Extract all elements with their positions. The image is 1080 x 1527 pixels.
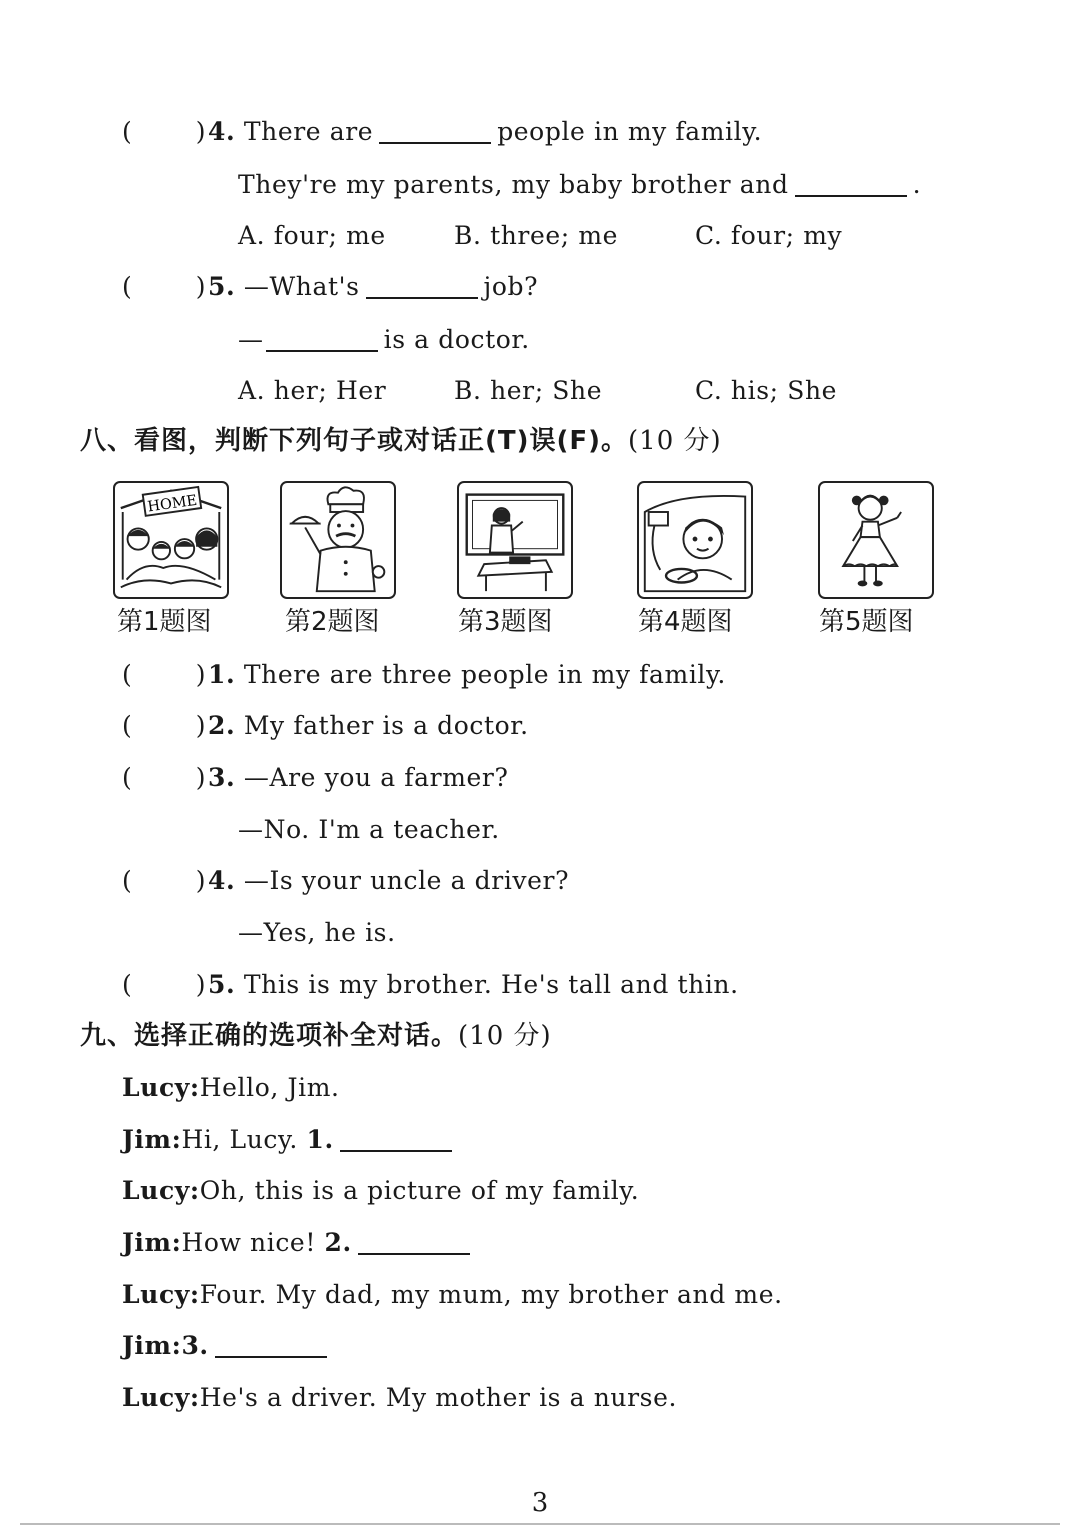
question-number: 4. — [208, 117, 236, 146]
answer-bracket[interactable]: ( ) — [122, 660, 206, 689]
answer-bracket[interactable]: ( ) — [122, 970, 206, 999]
question-8-5: 5. This is my brother. He's tall and thin. — [208, 970, 739, 999]
section-8-heading: 八、看图，判断下列句子或对话正(T)误(F)。(10 分) — [80, 426, 722, 456]
question-8-4: 4. —Is your uncle a driver? — [208, 866, 570, 895]
family-home-icon — [113, 481, 229, 599]
question-7-4-line2: They're my parents, my baby brother and . — [238, 170, 922, 199]
answer-blank[interactable] — [366, 273, 478, 299]
dialogue-line-3: Lucy:Oh, this is a picture of my family. — [122, 1176, 640, 1205]
svg-text:HOME: HOME — [146, 492, 199, 516]
question-8-3: 3. —Are you a farmer? — [208, 763, 509, 792]
bottom-divider — [20, 1523, 1060, 1525]
answer-bracket[interactable]: ( ) — [122, 117, 206, 146]
option-b: B. her; She — [454, 376, 603, 405]
dialogue-line-2: Jim:Hi, Lucy. 1. — [122, 1124, 458, 1156]
answer-blank[interactable] — [215, 1332, 327, 1358]
option-c: C. four; my — [695, 221, 843, 250]
answer-bracket[interactable]: ( ) — [122, 272, 206, 301]
dialogue-line-4: Jim:How nice! 2. — [122, 1227, 476, 1259]
answer-blank[interactable] — [266, 326, 378, 352]
girl-icon — [818, 481, 934, 599]
picture-caption-4: 第4题图 — [638, 607, 733, 637]
answer-blank[interactable] — [379, 118, 491, 144]
section-9-heading: 九、选择正确的选项补全对话。(10 分) — [80, 1021, 552, 1051]
picture-caption-5: 第5题图 — [819, 607, 914, 637]
answer-bracket[interactable]: ( ) — [122, 763, 206, 792]
answer-bracket[interactable]: ( ) — [122, 711, 206, 740]
option-a: A. her; Her — [238, 376, 387, 405]
answer-bracket[interactable]: ( ) — [122, 866, 206, 895]
dialogue-line-5: Lucy:Four. My dad, my mum, my brother and me. — [122, 1280, 783, 1309]
question-7-5: 5. —What's job? — [208, 272, 539, 301]
chef-icon — [280, 481, 396, 599]
question-8-4-reply: —Yes, he is. — [238, 918, 396, 947]
dialogue-line-6: Jim:3. — [122, 1330, 333, 1362]
question-8-2: 2. My father is a doctor. — [208, 711, 529, 740]
answer-blank[interactable] — [340, 1126, 452, 1152]
question-8-1: 1. There are three people in my family. — [208, 660, 726, 689]
question-7-5-line2: — is a doctor. — [238, 325, 530, 354]
answer-blank[interactable] — [795, 171, 907, 197]
picture-caption-2: 第2题图 — [285, 607, 380, 637]
question-7-4: 4. There are people in my family. — [208, 117, 763, 146]
option-c: C. his; She — [695, 376, 838, 405]
dialogue-line-1: Lucy:Hello, Jim. — [122, 1073, 340, 1102]
answer-blank[interactable] — [358, 1229, 470, 1255]
driver-icon — [637, 481, 753, 599]
question-8-3-reply: —No. I'm a teacher. — [238, 815, 500, 844]
dialogue-line-7: Lucy:He's a driver. My mother is a nurse. — [122, 1383, 678, 1412]
page-number: 3 — [531, 1488, 549, 1518]
option-b: B. three; me — [454, 221, 619, 250]
picture-caption-1: 第1题图 — [117, 607, 212, 637]
question-number: 5. — [208, 272, 236, 301]
option-a: A. four; me — [238, 221, 386, 250]
picture-caption-3: 第3题图 — [458, 607, 553, 637]
teacher-icon — [457, 481, 573, 599]
